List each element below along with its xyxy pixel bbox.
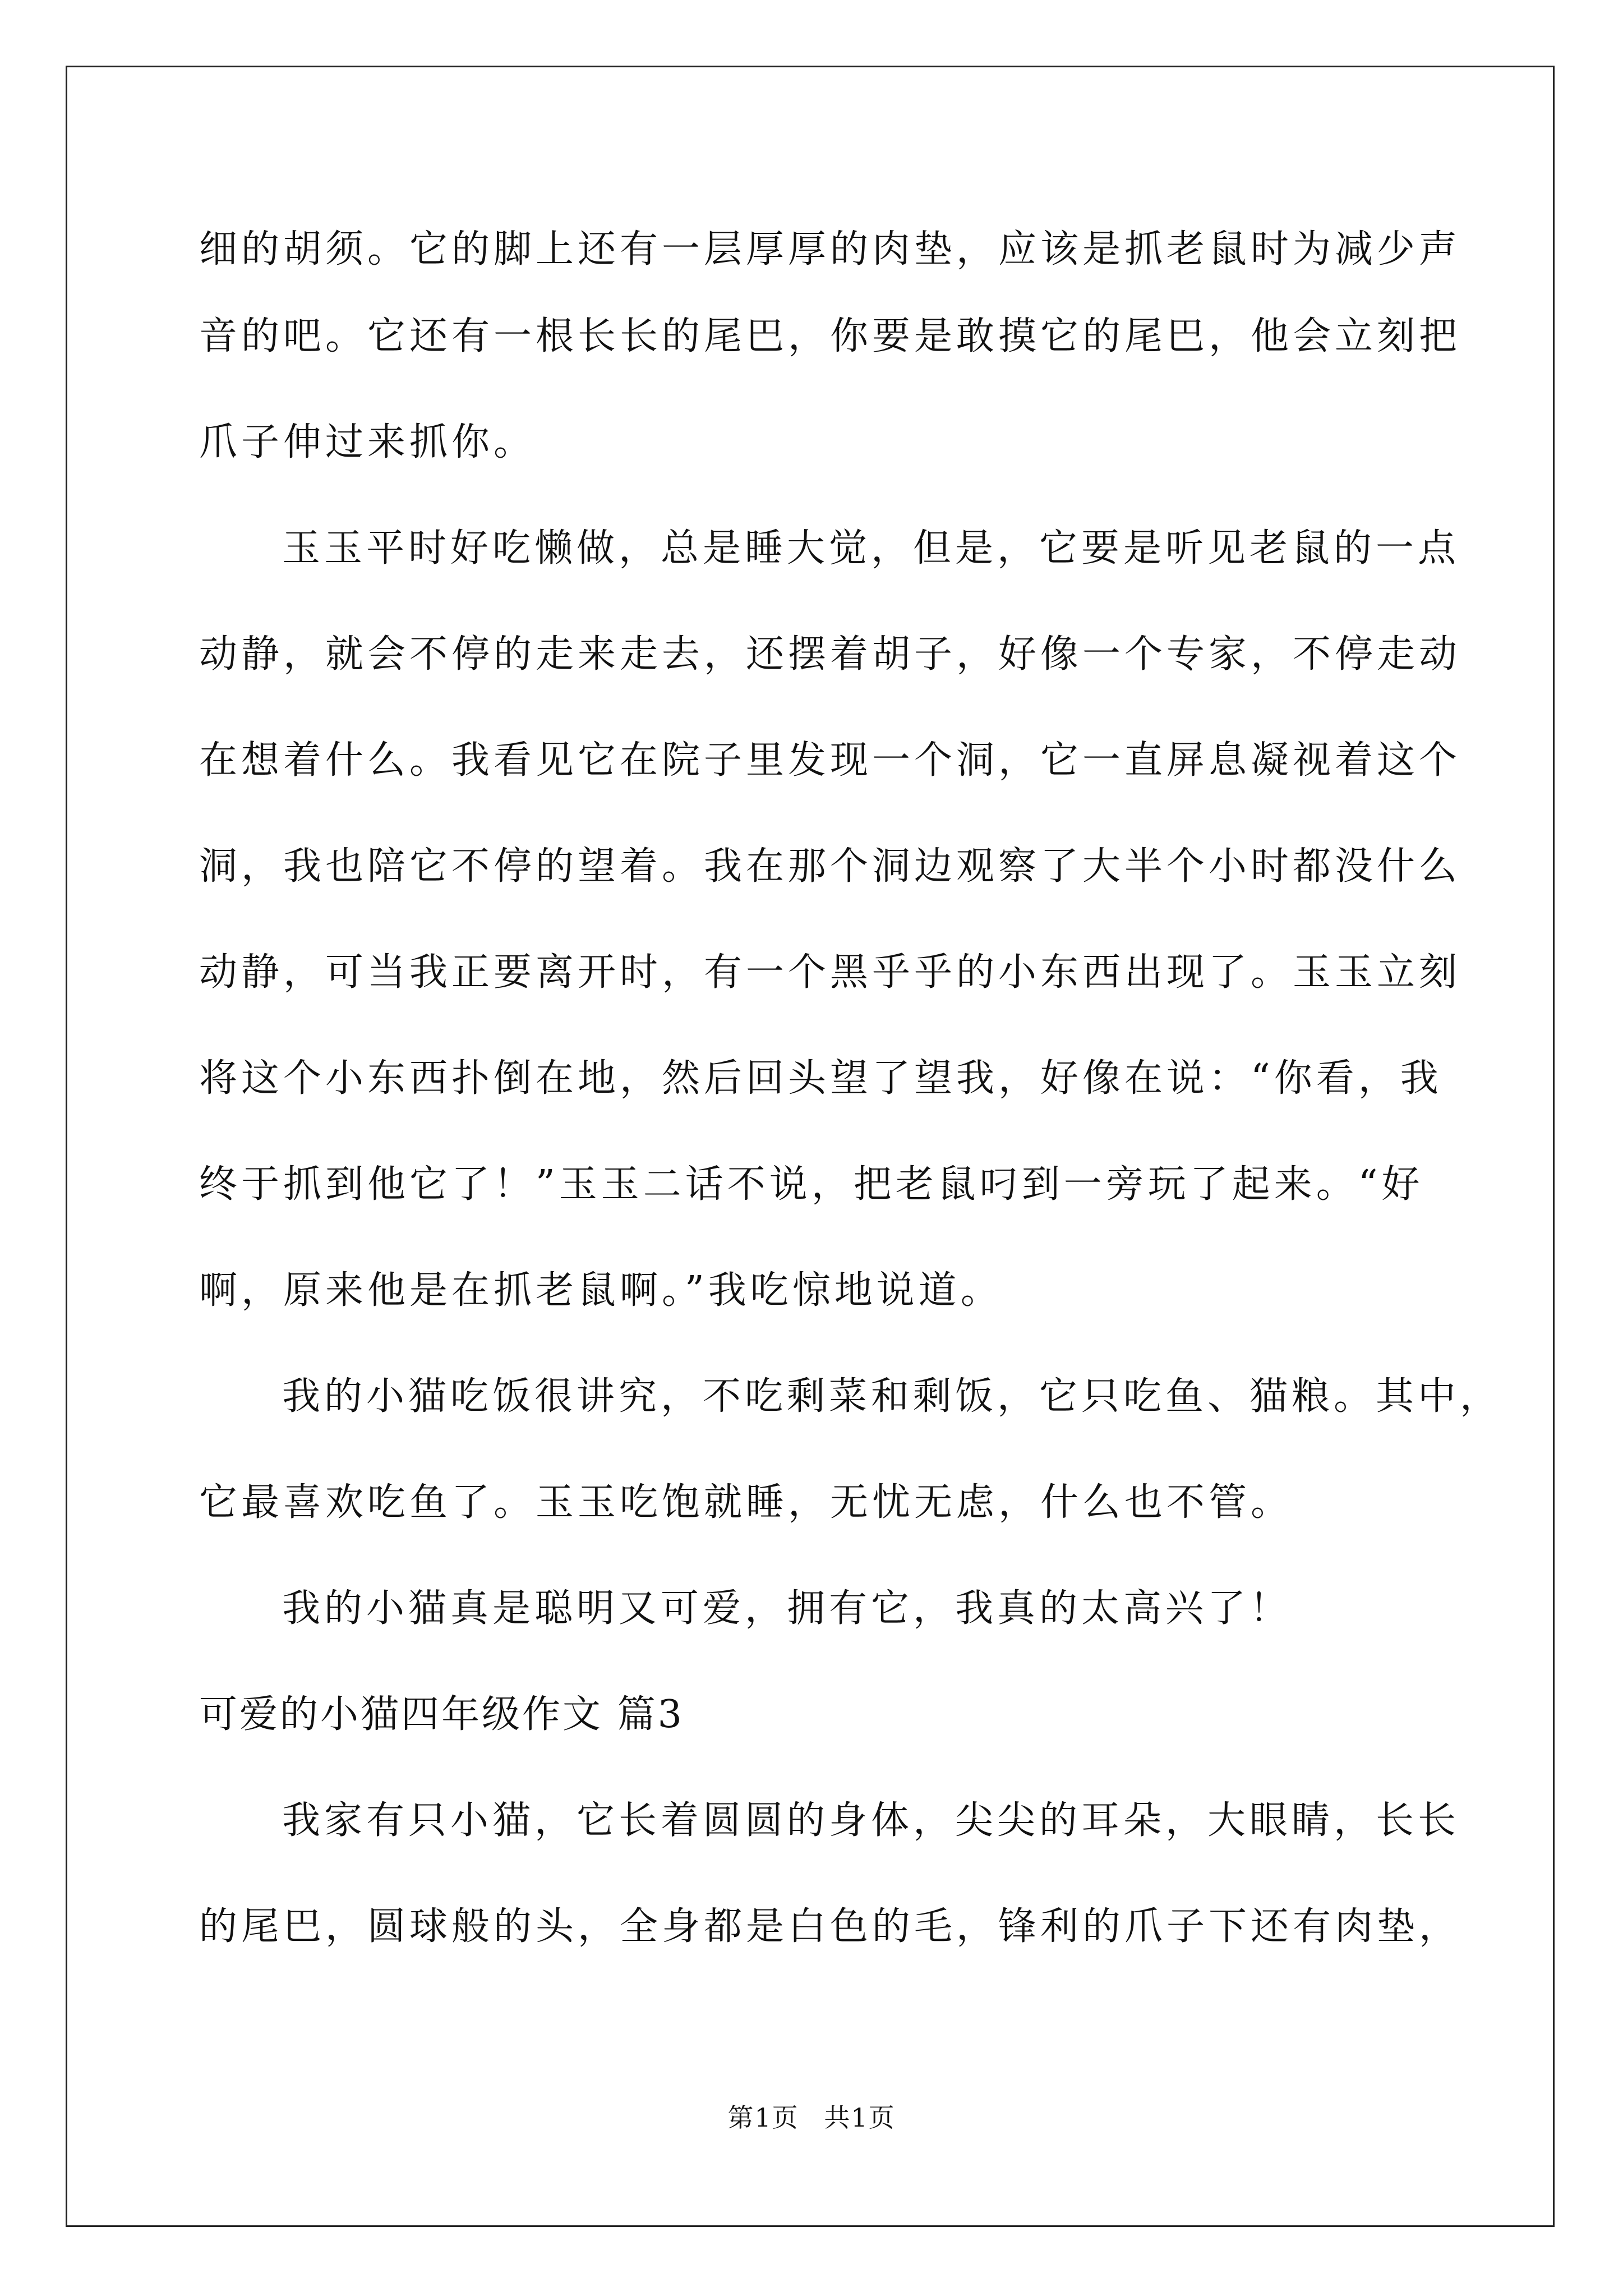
body-line: 终于抓到他它了！”玉玉二话不说，把老鼠叼到一旁玩了起来。“好 — [199, 1162, 1424, 1207]
body-line: 啊，原来他是在抓老鼠啊。”我吃惊地说道。 — [199, 1268, 1003, 1313]
paragraph-start-line: 我家有只小猫，它长着圆圆的身体，尖尖的耳朵，大眼睛，长长 — [282, 1798, 1460, 1843]
body-line: 动静，就会不停的走来走去，还摆着胡子，好像一个专家，不停走动 — [199, 632, 1461, 677]
body-line: 它最喜欢吃鱼了。玉玉吃饱就睡，无忧无虑，什么也不管。 — [199, 1480, 1293, 1525]
body-line: 音的吧。它还有一根长长的尾巴，你要是敢摸它的尾巴，他会立刻把 — [199, 314, 1461, 358]
page-number: 第1页 — [727, 2102, 799, 2133]
paragraph-start-line: 我的小猫真是聪明又可爱，拥有它，我真的太高兴了！ — [282, 1586, 1292, 1631]
document-body — [199, 216, 1502, 1980]
body-line: 动静，可当我正要离开时，有一个黑乎乎的小东西出现了。玉玉立刻 — [199, 950, 1461, 995]
body-line: 将这个小东西扑倒在地，然后回头望了望我，好像在说：“你看，我 — [199, 1056, 1442, 1101]
paragraph-start-line: 玉玉平时好吃懒做，总是睡大觉，但是，它要是听见老鼠的一点 — [282, 526, 1460, 570]
page-total: 共1页 — [824, 2102, 896, 2133]
paragraph-start-line: 我的小猫吃饭很讲究，不吃剩菜和剩饭，它只吃鱼、猫粮。其中， — [282, 1374, 1502, 1419]
body-line: 的尾巴，圆球般的头，全身都是白色的毛，锋利的爪子下还有肉垫， — [199, 1904, 1461, 1949]
body-line: 洞，我也陪它不停的望着。我在那个洞边观察了大半个小时都没什么 — [199, 844, 1461, 889]
body-line: 在想着什么。我看见它在院子里发现一个洞，它一直屏息凝视着这个 — [199, 738, 1461, 783]
section-heading: 可爱的小猫四年级作文 篇3 — [199, 1692, 684, 1737]
body-line: 爪子伸过来抓你。 — [199, 420, 536, 464]
page-footer — [0, 2101, 1623, 2134]
body-line: 细的胡须。它的脚上还有一层厚厚的肉垫，应该是抓老鼠时为减少声 — [199, 227, 1461, 272]
